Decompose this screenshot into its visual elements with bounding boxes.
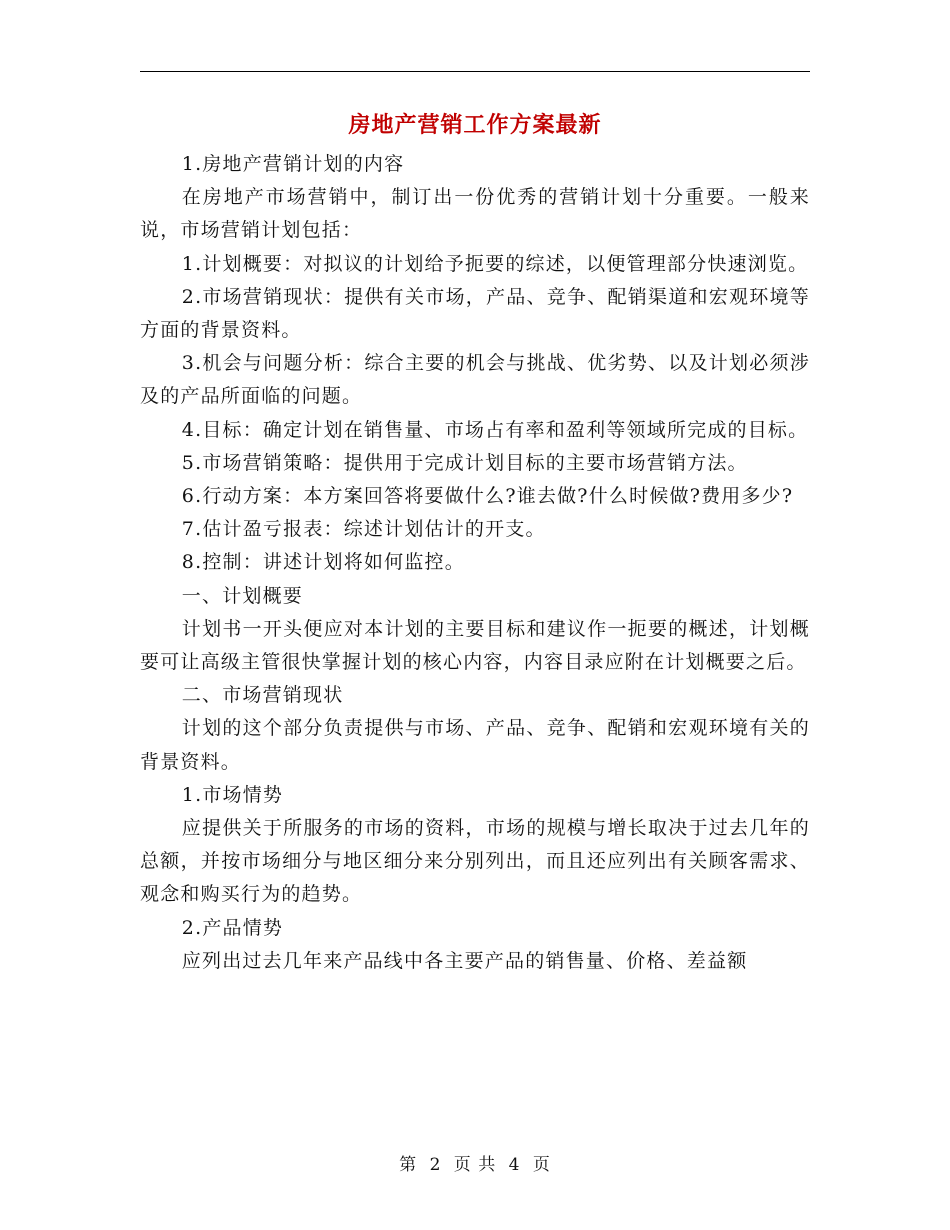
section-heading: 一、计划概要 bbox=[181, 584, 303, 607]
header-rule bbox=[140, 71, 810, 72]
paragraph: 应提供关于所服务的市场的资料，市场的规模与增长取决于过去几年的总额，并按市场细分与地区细分来分别列出，而且还应列出有关顾客需求、观念和购买行为的趋势。 bbox=[140, 817, 810, 906]
footer-suffix: 页 bbox=[532, 1155, 551, 1175]
paragraph: 应列出过去几年来产品线中各主要产品的销售量、价格、差益额 bbox=[181, 949, 748, 972]
document-body bbox=[140, 148, 810, 978]
current-page-number: 2 bbox=[429, 1155, 442, 1175]
paragraph: 4.目标：确定计划在销售量、市场占有率和盈利等领域所完成的目标。 bbox=[181, 418, 809, 441]
footer-middle: 页 共 bbox=[453, 1155, 497, 1175]
footer-prefix: 第 bbox=[399, 1155, 418, 1175]
paragraph: 计划的这个部分负责提供与市场、产品、竞争、配销和宏观环境有关的背景资料。 bbox=[140, 717, 810, 773]
paragraph: 6.行动方案：本方案回答将要做什么?谁去做?什么时候做?费用多少? bbox=[181, 485, 794, 508]
subsection-heading: 1.市场情势 bbox=[181, 783, 284, 806]
paragraph: 1.房地产营销计划的内容 bbox=[181, 153, 405, 175]
section-heading: 二、市场营销现状 bbox=[181, 684, 344, 707]
paragraph: 3.机会与问题分析：综合主要的机会与挑战、优劣势、以及计划必须涉及的产品所面临的问题。 bbox=[140, 352, 810, 408]
page-footer bbox=[0, 1153, 950, 1177]
paragraph: 1.计划概要：对拟议的计划给予扼要的综述，以便管理部分快速浏览。 bbox=[181, 252, 809, 275]
document-title: 房地产营销工作方案最新 bbox=[348, 113, 602, 138]
total-page-count: 4 bbox=[508, 1155, 521, 1175]
paragraph: 7.估计盈亏报表：综述计划估计的开支。 bbox=[181, 518, 546, 541]
paragraph: 5.市场营销策略：提供用于完成计划目标的主要市场营销方法。 bbox=[181, 451, 748, 474]
paragraph: 8.控制：讲述计划将如何监控。 bbox=[181, 551, 465, 574]
subsection-heading: 2.产品情势 bbox=[181, 916, 284, 939]
paragraph: 2.市场营销现状：提供有关市场，产品、竞争、配销渠道和宏观环境等方面的背景资料。 bbox=[140, 285, 810, 342]
paragraph: 在房地产市场营销中，制订出一份优秀的营销计划十分重要。一般来说，市场营销计划包括： bbox=[140, 186, 810, 242]
paragraph: 计划书一开头便应对本计划的主要目标和建议作一扼要的概述，计划概要可让高级主管很快掌握计划的核心内容，内容目录应附在计划概要之后。 bbox=[140, 617, 810, 674]
